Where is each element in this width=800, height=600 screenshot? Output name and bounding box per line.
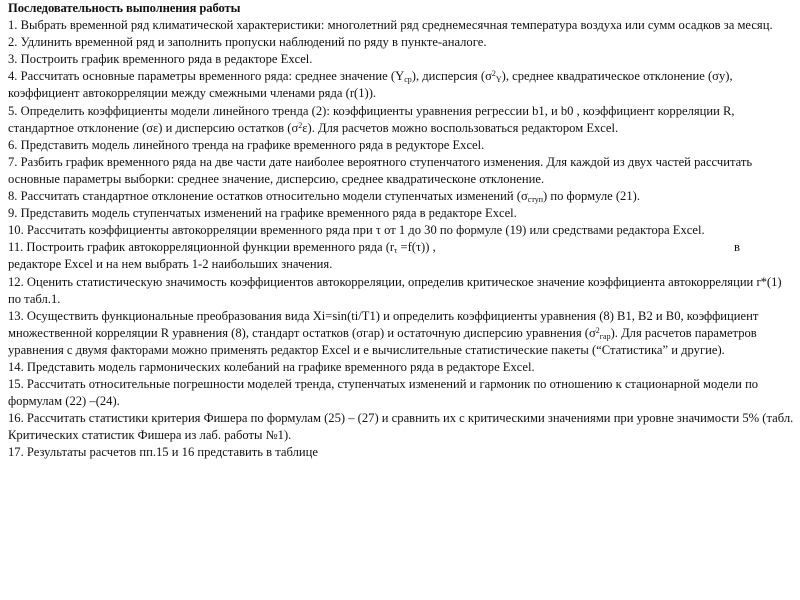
subscript: ступ (527, 195, 544, 205)
superscript: 2 (595, 325, 600, 335)
item-text: ) по формуле (21). (543, 189, 640, 204)
subscript: τ (394, 246, 398, 256)
superscript: 2 (491, 69, 496, 79)
list-item-7: 7. Разбить график временного ряда на две части дате наиболее вероятного ступенчатого изменения. Для каждой из двух частей рассчитать основные параметры выборки: среднее значение, дисперсию, среднее квадратическоне отклонение. (8, 154, 753, 186)
item-text: 11. Построить график автокорреляционной функции временного ряда (r (8, 240, 395, 255)
list-item-15: 15. Рассчитать относительные погрешности моделей тренда, ступенчатых изменений и гармоник по отношению к стационарной модели по формулам (22) –(24). (8, 377, 759, 409)
item-text: ), среднее квадратическое отклонение (σy), коэффициент автокорреляции между смежными членами ряда (r(1)). (8, 69, 733, 101)
subscript: ср (404, 75, 412, 85)
list-item-14: 14. Представить модель гармонических колебаний на графике временного ряда в редакторе Excel. (8, 359, 535, 374)
subscript: Y (495, 75, 502, 85)
item-text: =f(τ)) , (397, 240, 436, 255)
list-item-12: 12. Оценить статистическую значимость коэффициентов автокорреляции, определив критическое значение коэффициента автокорреляции r*(1) по табл.1. (8, 274, 782, 306)
list-item-5 (8, 103, 794, 137)
list-item-6: 6. Представить модель линейного тренда на графике временного ряда в редукторе Excel. (8, 137, 485, 152)
item-text: 8. Рассчитать стандартное отклонение остатков относительно модели ступенчатых изменений (σ (8, 189, 528, 204)
superscript: 2 (298, 120, 303, 130)
list-item-2: 2. Удлинить временной ряд и заполнить пропуски наблюдений по ряду в пункте-аналоге. (8, 35, 487, 50)
list-item-17: 17. Результаты расчетов пп.15 и 16 представить в таблице (8, 445, 318, 460)
document-title: Последовательность выполнения работы (8, 1, 241, 15)
item-text: ), дисперсия (σ (411, 69, 492, 84)
item-text: ). Для расчетов параметров уравнения с двумя факторами можно применять редактор Excel и е вычислительные статистические пакеты (“Статистика” и другие). (8, 325, 757, 357)
list-item-11 (8, 239, 794, 273)
item-text: 5. Определить коэффициенты модели линейного тренда (2): коэффициенты уравнения регрессии b1, и b0 , коэффициент корреляции R, стандартное отклонение (σε) и дисперсию остатков (σ (8, 103, 735, 135)
item-text-right: в (734, 240, 740, 255)
list-item-4 (8, 68, 794, 102)
item-text: ε). Для расчетов можно воспользоваться редактором Excel. (302, 120, 619, 135)
item-text: редакторе Excel и на нем выбрать 1-2 наибольших значения. (8, 257, 333, 272)
list-item-13 (8, 308, 794, 359)
item-text: 4. Рассчитать основные параметры временного ряда: среднее значение (Y (8, 69, 405, 84)
item-text: 13. Осуществить функциональные преобразования вида Xi=sin(ti/T1) и определить коэффициенты уравнения (8) B1, B2 и B0, коэффициент множественной корреляции R уравнения (8), стандарт остатков (σгар) и остаточную дисперсию уравнения (σ (8, 308, 759, 340)
list-item-9: 9. Представить модель ступенчатых изменений на графике временного ряда в редакторе Excel. (8, 206, 517, 221)
list-item-3: 3. Построить график временного ряда в редакторе Excel. (8, 52, 313, 67)
document-body (8, 0, 794, 462)
list-item-1: 1. Выбрать временной ряд климатической характеристики: многолетний ряд среднемесячная температура воздуха или сумм осадков за месяц. (8, 18, 773, 33)
list-item-8 (8, 188, 794, 205)
subscript: гар (599, 331, 611, 341)
list-item-16: 16. Рассчитать статистики критерия Фишера по формулам (25) – (27) и сравнить их с критическими значениями при уровне значимости 5% (табл. Критических статистик Фишера из лаб. работы №1). (8, 411, 794, 443)
list-item-10: 10. Рассчитать коэффициенты автокорреляции временного ряда при τ от 1 до 30 по формуле (19) или средствами редактора Excel. (8, 223, 705, 238)
